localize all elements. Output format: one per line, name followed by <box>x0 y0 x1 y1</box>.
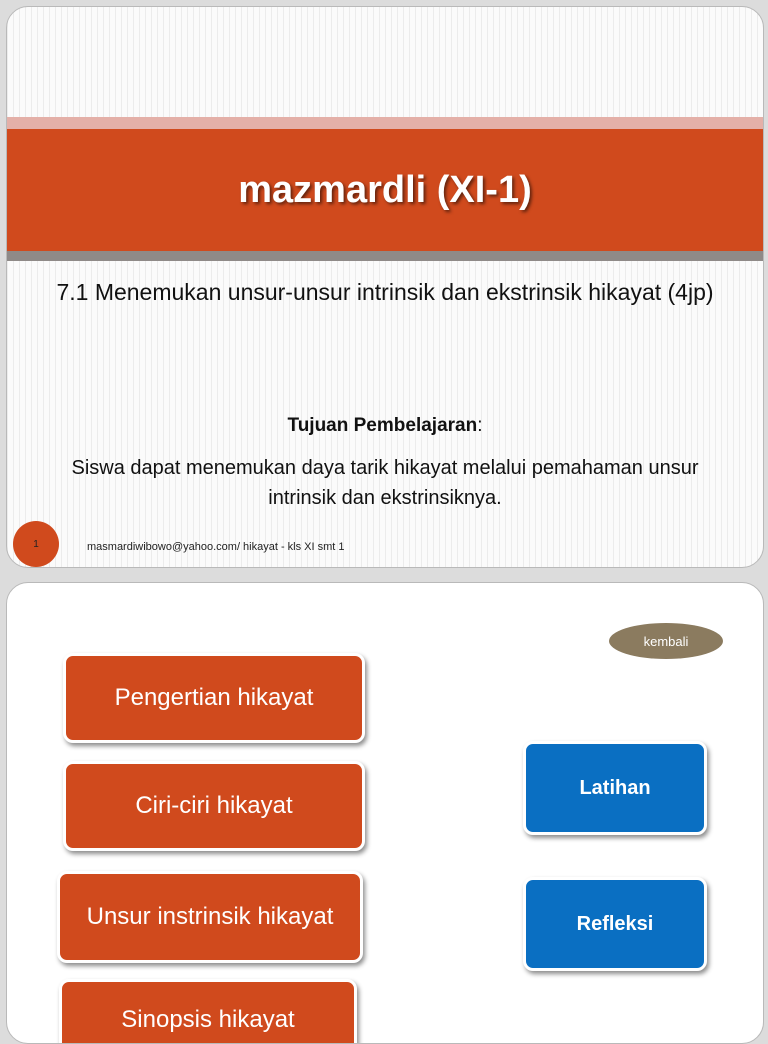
title-slide <box>6 6 764 568</box>
ciri-ciri-hikayat-button[interactable]: Ciri-ciri hikayat <box>63 761 365 851</box>
goal-heading <box>47 415 723 437</box>
back-button[interactable]: kembali <box>609 623 723 659</box>
slide-title: mazmardli (XI-1) <box>238 168 532 211</box>
goal-heading-colon: : <box>477 415 483 436</box>
accent-strip-bottom <box>7 251 763 261</box>
page-number-badge: 1 <box>13 521 59 567</box>
goal-heading-text: Tujuan Pembelajaran <box>287 415 478 436</box>
refleksi-button[interactable]: Refleksi <box>523 877 707 971</box>
slide-subtitle: 7.1 Menemukan unsur-unsur intrinsik dan ekstrinsik hikayat (4jp) <box>56 279 714 305</box>
title-band <box>7 129 763 251</box>
menu-slide <box>6 582 764 1044</box>
goal-text: Siswa dapat menemukan daya tarik hikayat melalui pemahaman unsur intrinsik dan ekstrinsiknya. <box>71 457 699 509</box>
slide-footer: masmardiwibowo@yahoo.com/ hikayat - kls XI smt 1 <box>87 541 345 553</box>
accent-strip-top <box>7 117 763 129</box>
pengertian-hikayat-button[interactable]: Pengertian hikayat <box>63 653 365 743</box>
latihan-button[interactable]: Latihan <box>523 741 707 835</box>
sinopsis-hikayat-button[interactable]: Sinopsis hikayat <box>59 979 357 1044</box>
unsur-intrinsik-button[interactable]: Unsur instrinsik hikayat <box>57 871 363 963</box>
